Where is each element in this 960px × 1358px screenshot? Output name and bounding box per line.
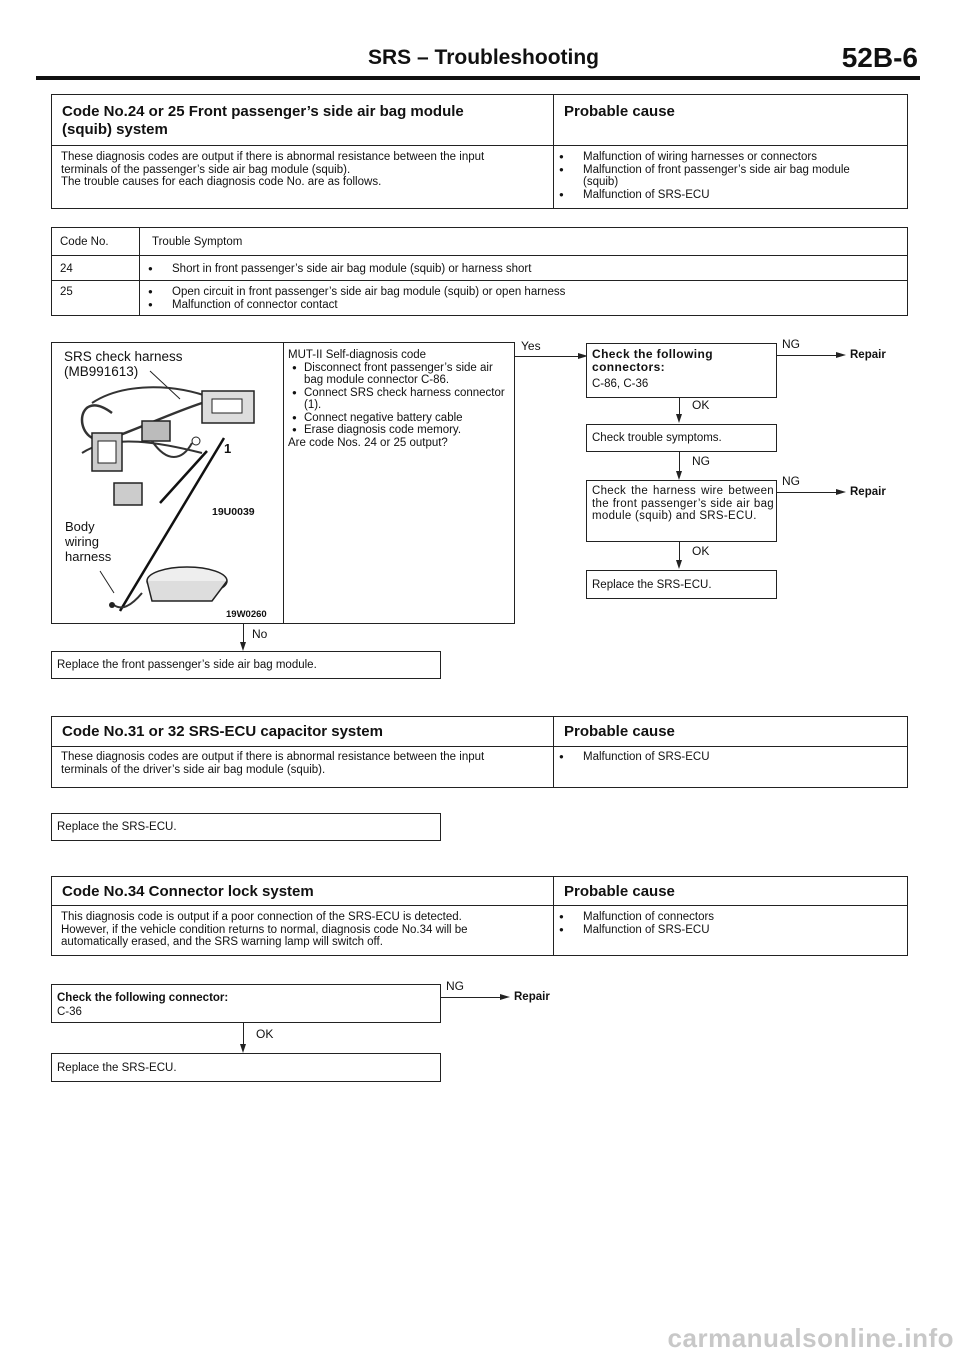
table-cell-code: 25: [60, 286, 73, 298]
divider: [52, 280, 907, 281]
flow-line: [679, 452, 680, 472]
flow-line: [777, 492, 837, 493]
divider: [52, 255, 907, 256]
sec3-title: Code No.34 Connector lock system: [62, 883, 314, 900]
flow-ng-label: NG: [782, 337, 800, 351]
list-item: ● Erase diagnosis code memory.: [288, 424, 512, 437]
repair-label: Repair: [850, 349, 886, 361]
list-item: ● Malfunction of SRS-ECU: [555, 924, 885, 937]
flow-line: [777, 355, 837, 356]
divider: [139, 228, 140, 315]
repair-label: Repair: [850, 486, 886, 498]
divider: [553, 95, 554, 208]
divider: [553, 877, 554, 955]
list-item: ● Connect SRS check harness connector (1).: [288, 387, 512, 412]
sec2-header-table: [51, 716, 908, 788]
sec3-check-list: C-36: [57, 1006, 82, 1018]
flow-ng-label: NG: [782, 474, 800, 488]
check-connectors-list: C-86, C-36: [592, 378, 649, 390]
flow-line: [243, 624, 244, 643]
code-table: [51, 227, 908, 316]
arrow-right: [836, 352, 846, 358]
flow-ng-label: NG: [446, 979, 464, 993]
replace-module-box: [51, 651, 441, 679]
figure-id: 19W0260: [226, 609, 267, 620]
page-number: 52B-6: [841, 42, 918, 73]
list-item: ● Malfunction of connector contact: [144, 299, 884, 312]
check-trouble-text: Check trouble symptoms.: [592, 432, 722, 444]
list-item: ● Malfunction of front passenger’s side air bag module (squib): [555, 164, 885, 189]
table-header-code: Code No.: [60, 236, 109, 248]
sec2-description: These diagnosis codes are output if there is abnormal resistance between the input terminals of the driver’s side air bag module (squib).: [61, 751, 485, 776]
sec1-title: Code No.24 or 25 Front passenger’s side air bag module (squib) system: [62, 103, 464, 138]
check-connectors-title: Check the following connectors:: [592, 347, 713, 374]
flow-line: [679, 398, 680, 415]
harness-label: SRS check harness (MB991613): [64, 349, 183, 379]
sec3-replace-box: [51, 1053, 441, 1082]
sec2-action-text: Replace the SRS-ECU.: [57, 821, 177, 833]
connector-number-label: 1: [224, 441, 232, 456]
body-wiring-label: Body wiring harness: [65, 519, 112, 564]
sec3-header-table: [51, 876, 908, 956]
harness-illustration: [52, 343, 283, 623]
check-connectors-box: [586, 343, 777, 398]
mut-step-list: [288, 362, 512, 437]
list-item: ● Malfunction of connectors: [555, 911, 885, 924]
mut-steps: MUT-II Self-diagnosis code ● Disconnect front passenger’s side air bag module connector C-86. ● Connect SRS check harness connector (1). ● Connect negative battery cable ● Erase diagnosis code memory. Are code Nos. 24 or 25 output?: [288, 349, 512, 449]
replace-ecu-text: Replace the SRS-ECU.: [592, 579, 712, 591]
divider: [52, 746, 907, 747]
arrow-down: [676, 560, 682, 569]
flow-yes-label: Yes: [521, 339, 541, 353]
divider: [52, 905, 907, 906]
diagnosis-step-box: [51, 342, 515, 624]
sec3-replace-text: Replace the SRS-ECU.: [57, 1062, 177, 1074]
divider: [52, 145, 907, 146]
sec1-probable-cause-label: Probable cause: [564, 103, 675, 120]
divider: [283, 343, 284, 623]
table-cell-symptom: [144, 263, 884, 276]
flow-line: [515, 356, 580, 357]
flow-ok-label: OK: [692, 544, 710, 558]
divider: [553, 717, 554, 787]
list-item: ● Open circuit in front passenger’s side air bag module (squib) or open harness: [144, 286, 884, 299]
check-harness-text: Check the harness wire between the front passenger’s side air bag module (squib) and SRS-ECU.: [592, 485, 774, 522]
replace-module-text: Replace the front passenger’s side air bag module.: [57, 659, 317, 671]
arrow-down: [676, 414, 682, 423]
watermark: carmanualsonline.info: [667, 1323, 954, 1353]
flow-line: [679, 542, 680, 561]
sec2-cause-list: [555, 751, 885, 764]
sec1-header-table: [51, 94, 908, 209]
sec3-cause-list: [555, 911, 885, 936]
header-rule: [36, 76, 920, 80]
arrow-right: [836, 489, 846, 495]
list-item: ● Malfunction of wiring harnesses or connectors: [555, 151, 885, 164]
flow-line: [243, 1023, 244, 1045]
sec1-cause-list: [555, 151, 885, 201]
sec2-action-box: [51, 813, 441, 841]
sec2-probable-cause-label: Probable cause: [564, 723, 675, 740]
arrow-right: [500, 994, 510, 1000]
sec3-description: This diagnosis code is output if a poor connection of the SRS-ECU is detected. However, if the vehicle condition returns to normal, diagnosis code No.34 will be automatically erased, and the SRS warning lamp will switch off.: [61, 911, 468, 948]
figure-id: 19U0039: [212, 506, 255, 518]
arrow-down: [240, 642, 246, 651]
sec3-check-title: Check the following connector:: [57, 992, 229, 1004]
page-title: SRS – Troubleshooting: [368, 46, 600, 69]
flow-ng-label: NG: [692, 454, 710, 468]
list-item: ● Short in front passenger’s side air bag module (squib) or harness short: [144, 263, 884, 276]
table-header-symptom: Trouble Symptom: [152, 236, 243, 248]
arrow-down: [676, 471, 682, 480]
list-item: ● Connect negative battery cable: [288, 412, 512, 425]
list-item: ● Malfunction of SRS-ECU: [555, 751, 885, 764]
flow-line: [441, 997, 501, 998]
sec2-title: Code No.31 or 32 SRS-ECU capacitor system: [62, 723, 383, 740]
list-item: ● Disconnect front passenger’s side air bag module connector C-86.: [288, 362, 512, 387]
sec3-probable-cause-label: Probable cause: [564, 883, 675, 900]
replace-ecu-box: [586, 570, 777, 599]
table-cell-code: 24: [60, 263, 73, 275]
sec3-check-box: [51, 984, 441, 1023]
flow-ok-label: OK: [692, 398, 710, 412]
table-cell-symptom: [144, 286, 884, 311]
flow-ok-label: OK: [256, 1027, 274, 1041]
check-harness-box: [586, 480, 777, 542]
sec1-description: These diagnosis codes are output if there is abnormal resistance between the input terminals of the passenger’s side air bag module (squib). The trouble causes for each diagnosis code No. are as follows.: [61, 151, 485, 188]
arrow-down: [240, 1044, 246, 1053]
flow-no-label: No: [252, 627, 268, 641]
repair-label: Repair: [514, 991, 550, 1003]
list-item: ● Malfunction of SRS-ECU: [555, 189, 885, 202]
check-trouble-box: [586, 424, 777, 452]
